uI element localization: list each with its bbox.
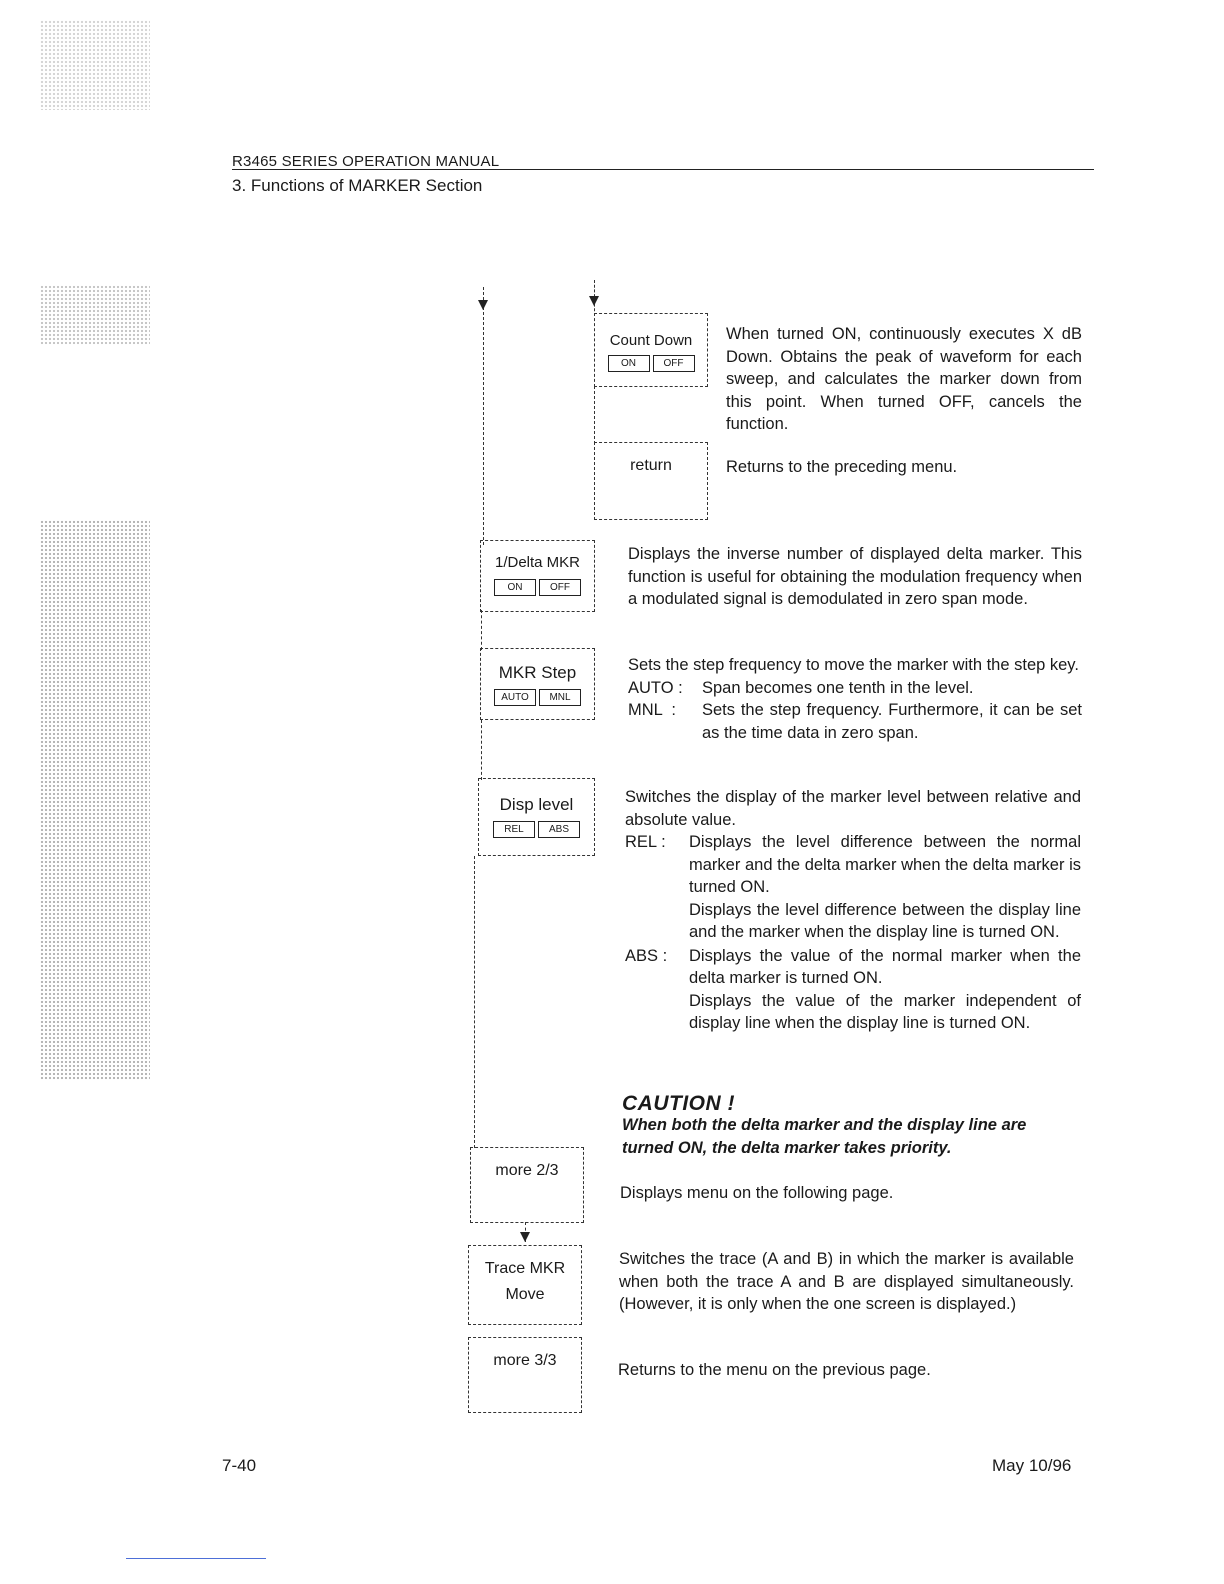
more-2-3-label: more 2/3 [495,1162,559,1179]
disp-level-abs-key: ABS : [625,946,668,965]
sub-arrow-down [589,296,599,306]
disp-level-label: Disp level [499,795,574,814]
mkr-step-auto-key: AUTO : [628,678,683,697]
trace-mkr-move-description: Switches the trace (A and B) in which the marker is available when both the trace A and B are displayed simultaneously. (However, it is only when the one screen is displayed.) [619,1250,1074,1313]
disp-level-rel-key: REL : [625,833,666,851]
more-2-3-softkey[interactable] [470,1147,584,1223]
disp-level-softkey[interactable] [478,778,595,856]
caution-title: CAUTION ! [622,1092,735,1115]
count-down-description: When turned ON, continuously executes X dB Down. Obtains the peak of waveform for each sweep, and calculates the marker down from this point. When turned OFF, cancels the function. [726,325,1082,433]
mkr-step-auto-option[interactable]: AUTO [494,689,536,706]
disp-level-abs-text2: Displays the value of the marker independent of display line when the display line is turned ON. [689,991,1081,1032]
main-connector-long [474,856,475,1148]
count-down-on-option[interactable]: ON [608,355,650,372]
mkr-step-description: Sets the step frequency to move the marker with the step key. AUTO : Span becomes one tenth in the level. MNL : Sets the step frequency. Furthermore, it can be set as the time data in zero span. [628,654,1082,744]
trace-mkr-move-softkey[interactable] [468,1245,582,1325]
count-down-softkey[interactable] [594,313,708,387]
mkr-step-auto-text: Span becomes one tenth in the level. [702,678,974,697]
page-number: 7-40 [222,1456,257,1475]
return-label: return [630,457,672,474]
delta-mkr-softkey[interactable] [480,540,595,612]
section-title: 3. Functions of MARKER Section [232,176,483,195]
delta-mkr-label: 1/Delta MKR [494,554,581,571]
return-softkey[interactable] [594,442,708,520]
mkr-step-label: MKR Step [498,663,577,682]
more-arrow-down [520,1232,530,1242]
mkr-step-mnl-option[interactable]: MNL [539,689,581,706]
header-rule [232,169,1094,170]
more-3-3-description: Returns to the menu on the previous page. [618,1361,931,1379]
caution-text: When both the delta marker and the display line are turned ON, the delta marker takes priority. [622,1116,1027,1157]
disp-level-rel-text1: Displays the level difference between the normal marker and the delta marker when the delta marker is turned ON. [689,833,1081,896]
count-down-label: Count Down [609,332,693,349]
disp-level-description: Switches the display of the marker level between relative and absolute value. REL : Displays the level difference between the normal marker and the delta marker when the delta marker is turned ON. Displays the level difference between the display line and the marker when the display line is turned ON. ABS : Displays the value of the normal marker when the delta marker is turned ON. Displays the value of the marker independent of display line when the display line is turned ON. [625,786,1081,1035]
more-2-3-description: Displays menu on the following page. [620,1184,894,1202]
footnote-rule [126,1558,266,1559]
trace-mkr-move-line1: Trace MKR [484,1260,566,1277]
scan-speckle-top [40,20,150,110]
main-connector-line [483,287,484,545]
return-description: Returns to the preceding menu. [726,458,958,476]
more-3-3-softkey[interactable] [468,1337,582,1413]
main-arrow-down [478,300,488,310]
delta-mkr-description: Displays the inverse number of displayed delta marker. This function is useful for obtaining the modulation frequency when a modulated signal is demodulated in zero span mode. [628,545,1082,608]
mkr-step-mnl-key: MNL : [628,701,676,719]
delta-mkr-on-option[interactable]: ON [494,579,536,596]
more-3-3-label: more 3/3 [493,1352,557,1369]
disp-level-rel-option[interactable]: REL [493,821,535,838]
disp-level-abs-text1: Displays the value of the normal marker when the delta marker is turned ON. [689,946,1081,987]
disp-level-rel-text2: Displays the level difference between the display line and the marker when the display line is turned ON. [689,900,1081,941]
manual-title: R3465 SERIES OPERATION MANUAL [232,153,500,170]
scan-speckle-mid [40,285,150,345]
mkr-step-softkey[interactable] [480,648,595,720]
mkr-step-mnl-text: Sets the step frequency. Furthermore, it can be set as the time data in zero span. [702,701,1082,742]
delta-mkr-off-option[interactable]: OFF [539,579,581,596]
page-date: May 10/96 [992,1456,1072,1475]
main-connector-mkr [481,610,482,650]
sub-connector-between [594,386,595,444]
main-connector-step [481,720,482,780]
count-down-off-option[interactable]: OFF [653,355,695,372]
trace-mkr-move-line2: Move [505,1286,545,1303]
disp-level-abs-option[interactable]: ABS [538,821,580,838]
scan-speckle-band [40,520,150,1080]
